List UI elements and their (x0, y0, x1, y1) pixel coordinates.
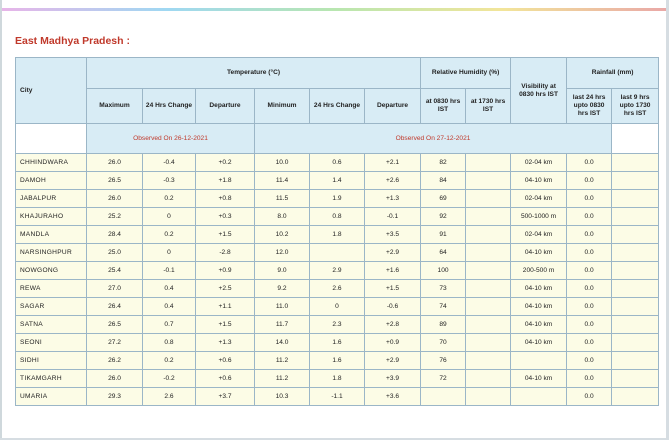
cell-rh-0830: 92 (421, 208, 466, 226)
header-blank-city (16, 124, 87, 154)
cell-city: DAMOH (16, 172, 87, 190)
cell-minimum: 14.0 (255, 334, 310, 352)
cell-visibility (511, 388, 567, 406)
cell-max-change: -0.1 (143, 262, 196, 280)
cell-rain-9h (612, 226, 659, 244)
table-row (16, 226, 659, 244)
cell-maximum: 28.4 (87, 226, 143, 244)
cell-visibility: 04-10 km (511, 316, 567, 334)
table-row (16, 208, 659, 226)
table-row (16, 298, 659, 316)
cell-rain-9h (612, 172, 659, 190)
cell-maximum: 26.5 (87, 316, 143, 334)
cell-rh-1730 (466, 262, 511, 280)
header-rain-24h: last 24 hrs upto 0830 hrs IST (567, 89, 612, 124)
cell-city: NARSINGHPUR (16, 244, 87, 262)
cell-rh-0830: 91 (421, 226, 466, 244)
cell-visibility: 04-10 km (511, 370, 567, 388)
cell-rain-9h (612, 298, 659, 316)
cell-minimum: 10.2 (255, 226, 310, 244)
cell-rh-0830: 84 (421, 172, 466, 190)
cell-rh-1730 (466, 298, 511, 316)
cell-maximum: 26.2 (87, 352, 143, 370)
cell-min-departure: +1.5 (365, 280, 421, 298)
cell-minimum: 9.2 (255, 280, 310, 298)
cell-max-change: 0.4 (143, 298, 196, 316)
cell-max-change: 0 (143, 244, 196, 262)
cell-max-departure: +0.9 (196, 262, 255, 280)
cell-max-departure: +1.5 (196, 226, 255, 244)
cell-min-change: 1.4 (310, 172, 365, 190)
cell-min-departure: +1.3 (365, 190, 421, 208)
cell-min-change: 1.6 (310, 334, 365, 352)
cell-rain-24h: 0.0 (567, 316, 612, 334)
table-row (16, 262, 659, 280)
table-row (16, 316, 659, 334)
cell-city: CHHINDWARA (16, 154, 87, 172)
header-humidity: Relative Humidity (%) (421, 58, 511, 89)
cell-rh-0830: 76 (421, 352, 466, 370)
header-max-departure: Departure (196, 89, 255, 124)
table-row (16, 280, 659, 298)
header-rh-1730: at 1730 hrs IST (466, 89, 511, 124)
cell-rh-0830: 73 (421, 280, 466, 298)
cell-visibility: 04-10 km (511, 280, 567, 298)
cell-maximum: 26.0 (87, 190, 143, 208)
cell-rain-24h: 0.0 (567, 388, 612, 406)
cell-visibility: 02-04 km (511, 154, 567, 172)
cell-maximum: 25.2 (87, 208, 143, 226)
cell-min-departure: +3.5 (365, 226, 421, 244)
cell-minimum: 8.0 (255, 208, 310, 226)
header-rh-0830: at 0830 hrs IST (421, 89, 466, 124)
cell-minimum: 11.0 (255, 298, 310, 316)
cell-rh-0830: 64 (421, 244, 466, 262)
cell-min-departure: -0.1 (365, 208, 421, 226)
cell-maximum: 29.3 (87, 388, 143, 406)
cell-rain-9h (612, 316, 659, 334)
cell-rain-24h: 0.0 (567, 244, 612, 262)
table-row (16, 388, 659, 406)
header-min-departure: Departure (365, 89, 421, 124)
cell-city: NOWGONG (16, 262, 87, 280)
cell-rh-1730 (466, 244, 511, 262)
cell-rh-1730 (466, 154, 511, 172)
header-city: City (16, 58, 87, 124)
cell-maximum: 26.0 (87, 370, 143, 388)
cell-rain-24h: 0.0 (567, 280, 612, 298)
cell-city: REWA (16, 280, 87, 298)
cell-rain-9h (612, 280, 659, 298)
header-min-24h-change: 24 Hrs Change (310, 89, 365, 124)
cell-rh-1730 (466, 208, 511, 226)
cell-maximum: 26.0 (87, 154, 143, 172)
table-row (16, 352, 659, 370)
cell-min-change: 1.9 (310, 190, 365, 208)
cell-city: MANDLA (16, 226, 87, 244)
cell-max-departure: +0.6 (196, 370, 255, 388)
cell-maximum: 25.0 (87, 244, 143, 262)
table-row (16, 154, 659, 172)
cell-min-departure: +2.9 (365, 352, 421, 370)
cell-max-change: -0.4 (143, 154, 196, 172)
cell-rh-0830: 100 (421, 262, 466, 280)
cell-minimum: 11.2 (255, 370, 310, 388)
cell-rh-1730 (466, 190, 511, 208)
cell-minimum: 10.0 (255, 154, 310, 172)
cell-rain-24h: 0.0 (567, 208, 612, 226)
cell-minimum: 11.4 (255, 172, 310, 190)
cell-min-departure: +2.9 (365, 244, 421, 262)
cell-minimum: 9.0 (255, 262, 310, 280)
cell-min-change: 0 (310, 298, 365, 316)
cell-max-change: 0.2 (143, 226, 196, 244)
cell-rh-0830: 89 (421, 316, 466, 334)
cell-max-departure: +0.8 (196, 190, 255, 208)
cell-rh-0830: 82 (421, 154, 466, 172)
cell-min-departure: +2.1 (365, 154, 421, 172)
cell-minimum: 11.2 (255, 352, 310, 370)
cell-min-departure: +2.8 (365, 316, 421, 334)
cell-min-change: -1.1 (310, 388, 365, 406)
cell-maximum: 26.4 (87, 298, 143, 316)
header-minimum: Minimum (255, 89, 310, 124)
header-max-24h-change: 24 Hrs Change (143, 89, 196, 124)
cell-minimum: 10.3 (255, 388, 310, 406)
weather-table (15, 57, 659, 406)
header-rain-9h: last 9 hrs upto 1730 hrs IST (612, 89, 659, 124)
cell-max-change: -0.3 (143, 172, 196, 190)
cell-rh-1730 (466, 370, 511, 388)
observed-date-min: Observed On 27-12-2021 (255, 124, 612, 154)
cell-rh-1730 (466, 352, 511, 370)
cell-min-change: 2.9 (310, 262, 365, 280)
cell-visibility: 200-500 m (511, 262, 567, 280)
section-title: East Madhya Pradesh : (15, 35, 130, 47)
cell-city: SATNA (16, 316, 87, 334)
cell-rh-0830: 69 (421, 190, 466, 208)
cell-rain-24h: 0.0 (567, 352, 612, 370)
cell-max-departure: +0.2 (196, 154, 255, 172)
cell-maximum: 25.4 (87, 262, 143, 280)
cell-min-change: 2.6 (310, 280, 365, 298)
cell-max-departure: -2.8 (196, 244, 255, 262)
cell-rain-24h: 0.0 (567, 226, 612, 244)
page-top-accent-bar (0, 8, 669, 11)
cell-min-change: 1.6 (310, 352, 365, 370)
cell-min-departure: +3.6 (365, 388, 421, 406)
cell-rain-9h (612, 334, 659, 352)
cell-max-change: -0.2 (143, 370, 196, 388)
cell-rain-9h (612, 244, 659, 262)
cell-max-departure: +1.3 (196, 334, 255, 352)
cell-rh-1730 (466, 316, 511, 334)
cell-max-change: 0.7 (143, 316, 196, 334)
cell-rain-24h: 0.0 (567, 334, 612, 352)
header-temperature: Temperature (°C) (87, 58, 421, 89)
cell-rain-9h (612, 154, 659, 172)
cell-min-change: 1.8 (310, 370, 365, 388)
cell-minimum: 12.0 (255, 244, 310, 262)
cell-min-departure: +1.6 (365, 262, 421, 280)
cell-visibility: 02-04 km (511, 190, 567, 208)
cell-visibility: 04-10 km (511, 334, 567, 352)
cell-rain-24h: 0.0 (567, 298, 612, 316)
cell-maximum: 27.2 (87, 334, 143, 352)
cell-rh-0830: 74 (421, 298, 466, 316)
cell-visibility: 04-10 km (511, 298, 567, 316)
cell-min-change: 2.3 (310, 316, 365, 334)
cell-rh-1730 (466, 226, 511, 244)
table-row (16, 190, 659, 208)
cell-minimum: 11.5 (255, 190, 310, 208)
cell-rain-9h (612, 370, 659, 388)
cell-min-departure: -0.6 (365, 298, 421, 316)
cell-rh-1730 (466, 280, 511, 298)
table-row (16, 172, 659, 190)
cell-maximum: 27.0 (87, 280, 143, 298)
cell-max-departure: +0.6 (196, 352, 255, 370)
cell-rh-0830: 72 (421, 370, 466, 388)
cell-minimum: 11.7 (255, 316, 310, 334)
cell-rain-24h: 0.0 (567, 190, 612, 208)
cell-min-departure: +2.6 (365, 172, 421, 190)
table-row (16, 334, 659, 352)
cell-min-change: 1.8 (310, 226, 365, 244)
cell-max-change: 0.8 (143, 334, 196, 352)
cell-min-change: 0.8 (310, 208, 365, 226)
cell-city: UMARIA (16, 388, 87, 406)
cell-rain-9h (612, 388, 659, 406)
header-rainfall: Rainfall (mm) (567, 58, 659, 89)
cell-max-change: 0.4 (143, 280, 196, 298)
header-maximum: Maximum (87, 89, 143, 124)
cell-max-change: 2.6 (143, 388, 196, 406)
cell-visibility: 500-1000 m (511, 208, 567, 226)
cell-min-change: 0.6 (310, 154, 365, 172)
cell-rain-24h: 0.0 (567, 370, 612, 388)
cell-max-change: 0.2 (143, 190, 196, 208)
cell-rh-1730 (466, 388, 511, 406)
cell-rain-9h (612, 208, 659, 226)
table-row (16, 370, 659, 388)
cell-visibility: 04-10 km (511, 172, 567, 190)
header-visibility: Visibility at 0830 hrs IST (511, 58, 567, 124)
cell-rain-24h: 0.0 (567, 262, 612, 280)
cell-rain-9h (612, 352, 659, 370)
cell-min-change (310, 244, 365, 262)
cell-rh-1730 (466, 334, 511, 352)
cell-max-departure: +2.5 (196, 280, 255, 298)
header-blank-end (612, 124, 659, 154)
cell-city: SIDHI (16, 352, 87, 370)
table-body (16, 154, 659, 406)
cell-min-departure: +0.9 (365, 334, 421, 352)
page-left-border (0, 0, 2, 440)
cell-visibility: 02-04 km (511, 226, 567, 244)
cell-city: TIKAMGARH (16, 370, 87, 388)
cell-city: JABALPUR (16, 190, 87, 208)
cell-visibility (511, 352, 567, 370)
cell-max-change: 0 (143, 208, 196, 226)
cell-rain-9h (612, 190, 659, 208)
cell-city: SAGAR (16, 298, 87, 316)
table-row (16, 244, 659, 262)
cell-max-departure: +1.1 (196, 298, 255, 316)
cell-visibility: 04-10 km (511, 244, 567, 262)
cell-rh-0830: 70 (421, 334, 466, 352)
cell-maximum: 26.5 (87, 172, 143, 190)
cell-rh-0830 (421, 388, 466, 406)
cell-city: SEONI (16, 334, 87, 352)
cell-max-departure: +0.3 (196, 208, 255, 226)
cell-max-departure: +1.5 (196, 316, 255, 334)
cell-min-departure: +3.9 (365, 370, 421, 388)
cell-city: KHAJURAHO (16, 208, 87, 226)
cell-rain-24h: 0.0 (567, 154, 612, 172)
cell-max-departure: +1.8 (196, 172, 255, 190)
cell-max-change: 0.2 (143, 352, 196, 370)
cell-rain-9h (612, 262, 659, 280)
observed-date-max: Observed On 26-12-2021 (87, 124, 255, 154)
cell-rain-24h: 0.0 (567, 172, 612, 190)
cell-max-departure: +3.7 (196, 388, 255, 406)
cell-rh-1730 (466, 172, 511, 190)
